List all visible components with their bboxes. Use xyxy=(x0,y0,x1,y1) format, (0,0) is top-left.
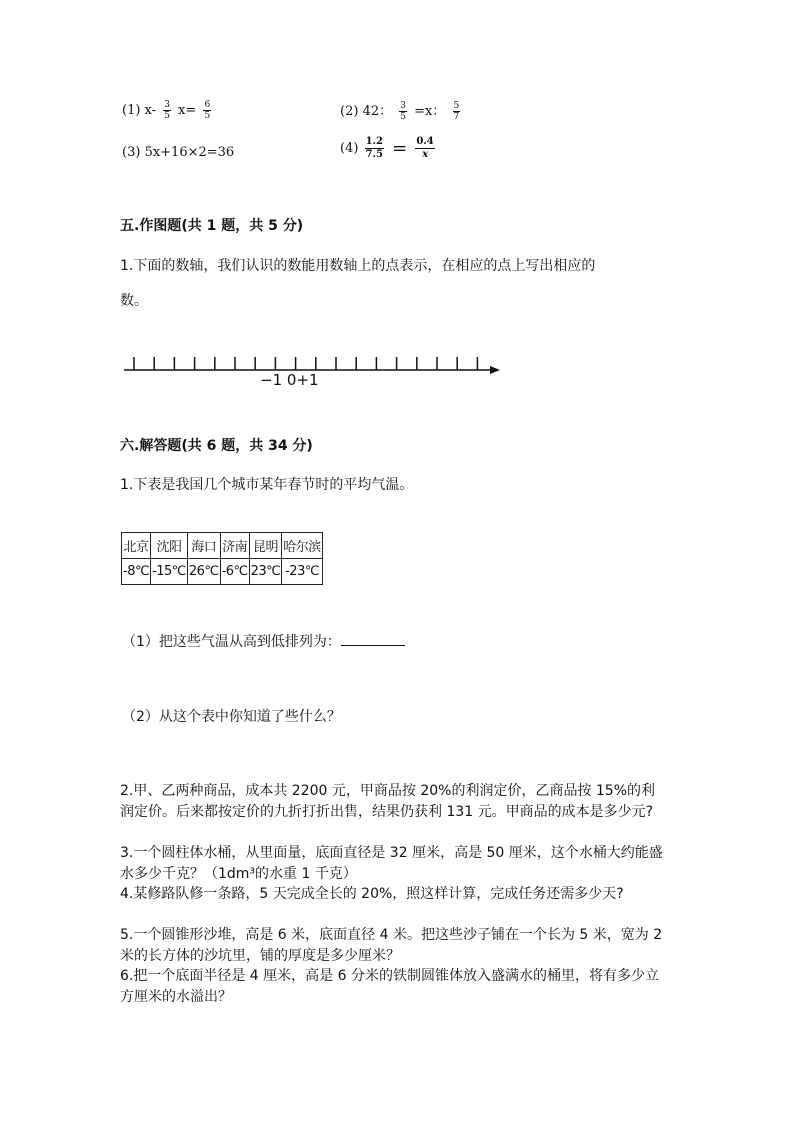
fraction: $\frac{1.2}{7.5}$ xyxy=(365,136,383,160)
table-cell: 北京 xyxy=(122,533,151,559)
axis-label: −1 xyxy=(260,371,283,389)
number-line-ticks xyxy=(134,357,477,370)
section-title-5: 五.作图题(共 1 题，共 5 分) xyxy=(120,218,304,234)
problem-3: 3.一个圆柱体水桶，从里面量，底面直径是 32 厘米，高是 50 厘米，这个水桶大约能盛水多少千克？（1dm³的水重 1 千克） xyxy=(120,845,663,882)
question-text: 数。 xyxy=(120,293,148,309)
equation-text: 42： xyxy=(362,104,393,119)
axis-label: +1 xyxy=(296,371,319,389)
sub-question-2: （2）从这个表中你知道了些什么？ xyxy=(122,709,341,725)
fraction: $\frac{3}{5}$ xyxy=(400,101,406,122)
temperature-table xyxy=(121,532,323,585)
table-cell: 海口 xyxy=(187,533,220,559)
fraction: $\frac{5}{7}$ xyxy=(453,101,460,122)
table-cell: -15℃ xyxy=(151,559,188,585)
table-row xyxy=(122,533,323,559)
equation-4 xyxy=(340,136,437,161)
axis-label: 0 xyxy=(286,371,297,389)
equation-number: (2) xyxy=(340,104,359,119)
equals-sign: = xyxy=(392,138,408,159)
equation-text: =x： xyxy=(414,104,446,119)
section-title-6: 六.解答题(共 6 题，共 34 分) xyxy=(120,438,313,454)
question-text: 1.下面的数轴，我们认识的数能用数轴上的点表示，在相应的点上写出相应的 xyxy=(120,258,596,274)
fraction: $\frac{3}{5}$ xyxy=(164,100,170,121)
table-cell: 哈尔滨 xyxy=(282,533,323,559)
arrow-head-icon xyxy=(490,366,500,374)
problem-4: 4.某修路队修一条路，5 天完成全长的 20%，照这样计算，完成任务还需多少天? xyxy=(120,886,624,902)
equation-text: x- xyxy=(144,103,157,118)
equation-2 xyxy=(340,100,463,122)
table-cell: 26℃ xyxy=(187,559,220,585)
table-cell: -23℃ xyxy=(282,559,323,585)
table-cell: 23℃ xyxy=(249,559,282,585)
table-cell: 济南 xyxy=(220,533,249,559)
equation-3 xyxy=(122,145,234,160)
problem-5: 5.一个圆锥形沙堆，高是 6 米，底面直径 4 米。把这些沙子铺在一个长为 5 米，宽为 2 米的长方体的沙坑里，铺的厚度是多少厘米？ xyxy=(120,927,663,964)
equation-number: (1) xyxy=(122,103,141,118)
problem-6: 6.把一个底面半径是 4 厘米，高是 6 分米的铁制圆锥体放入盛满水的桶里，将有多少立方厘米的水溢出？ xyxy=(120,968,659,1005)
fraction: $\frac{0.4}{x}$ xyxy=(416,136,434,160)
equation-number: (4) xyxy=(340,141,359,156)
table-cell: 沈阳 xyxy=(151,533,188,559)
answer-blank[interactable] xyxy=(341,633,405,646)
equation-number: (3) xyxy=(122,145,141,160)
equation-text: x= xyxy=(178,103,197,118)
fraction: $\frac{6}{5}$ xyxy=(204,100,211,121)
table-cell: 昆明 xyxy=(249,533,282,559)
sub-question-1: （1）把这些气温从高到低排列为： xyxy=(122,631,405,651)
equation-text: 5x+16×2=36 xyxy=(144,145,235,160)
problem-2: 2.甲、乙两种商品，成本共 2200 元，甲商品按 20%的利润定价，乙商品按 15%的利润定价。后来都按定价的九折打折出售，结果仍获利 131 元。甲商品的成本是多少元? xyxy=(120,783,656,820)
table-cell: -8℃ xyxy=(122,559,151,585)
table-cell: -6℃ xyxy=(220,559,249,585)
equation-1 xyxy=(122,100,214,121)
question-text: 1.下表是我国几个城市某年春节时的平均气温。 xyxy=(120,477,414,493)
number-line-labels xyxy=(260,371,319,389)
table-row xyxy=(122,559,323,585)
